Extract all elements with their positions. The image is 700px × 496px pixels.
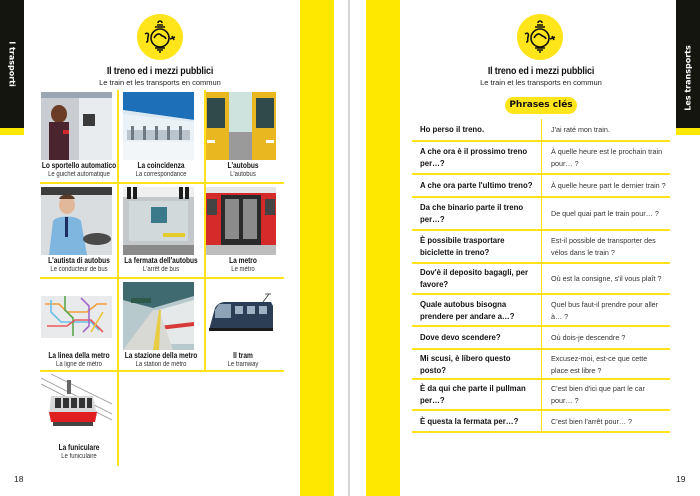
vocab-card bbox=[38, 185, 120, 277]
phrase-italian: A che ora parte l'ultimo treno? bbox=[420, 181, 533, 190]
section-label-pill: Phrases clés bbox=[505, 97, 577, 114]
metro-train-image bbox=[205, 187, 276, 255]
phrase-row bbox=[412, 119, 670, 142]
bus-stop-image bbox=[123, 187, 194, 255]
phrase-italian: Dove devo scendere? bbox=[420, 333, 501, 342]
page-subtitle: Le train et les transports en commun bbox=[99, 78, 221, 87]
vocab-italian: La funiculare bbox=[58, 443, 100, 452]
vocab-italian: La fermata dell'autobus bbox=[124, 256, 198, 265]
phrase-french: Est-il possible de transporter des vélos dans le train ? bbox=[541, 231, 670, 262]
grid-divider bbox=[204, 90, 206, 370]
yellow-band-right bbox=[366, 0, 400, 496]
phrase-french: Excusez-moi, est-ce que cette place est libre ? bbox=[541, 350, 670, 378]
vocab-card bbox=[202, 90, 284, 182]
vocab-french: La ligne de métro bbox=[56, 361, 102, 368]
phrase-row bbox=[412, 198, 670, 231]
phrase-french: C'est bien l'arrêt pour… ? bbox=[541, 411, 670, 431]
phrase-italian: Quale autobus bisogna prendere per andare a…? bbox=[420, 299, 515, 321]
yellow-buses-image bbox=[205, 92, 276, 160]
vocab-italian: La metro bbox=[229, 256, 257, 265]
vocab-french: Le guichet automatique bbox=[48, 171, 110, 178]
phrase-french: À quelle heure est le prochain train pour… ? bbox=[541, 142, 670, 173]
vocab-card bbox=[38, 280, 120, 372]
ticket-machine-image bbox=[41, 92, 112, 160]
page-subtitle: Le train et les transports en commun bbox=[480, 78, 602, 87]
phrase-french: Où est la consigne, s'il vous plaît ? bbox=[541, 264, 670, 293]
grid-divider bbox=[40, 277, 284, 279]
side-tab-label: I trasporti bbox=[7, 41, 17, 87]
vocab-french: L'autobus bbox=[230, 171, 256, 178]
phrase-french: Où dois-je descendre ? bbox=[541, 327, 670, 348]
phrase-row bbox=[412, 380, 670, 411]
side-tab-label: Les transports bbox=[683, 45, 693, 111]
vocab-card bbox=[120, 185, 202, 277]
phrase-row bbox=[412, 264, 670, 295]
grid-divider bbox=[40, 182, 284, 184]
phrase-row bbox=[412, 327, 670, 350]
phrases-table bbox=[412, 119, 670, 433]
cable-car-image bbox=[41, 374, 112, 442]
phrase-french: De quel quai part le train pour… ? bbox=[541, 198, 670, 229]
vocab-french: Le funiculaire bbox=[61, 453, 97, 460]
phrase-italian: È da qui che parte il pullman per…? bbox=[420, 384, 526, 405]
globe-travel-logo-icon bbox=[517, 14, 563, 60]
phrase-row bbox=[412, 142, 670, 175]
vocab-italian: La coincidenza bbox=[137, 161, 185, 170]
grid-divider bbox=[40, 370, 284, 372]
metro-map-image bbox=[41, 282, 112, 350]
phrase-italian: Dov'è il deposito bagagli, per favore? bbox=[420, 268, 528, 289]
vocab-card bbox=[202, 185, 284, 277]
vocab-french: La correspondance bbox=[135, 171, 187, 178]
vocab-italian: La linea della metro bbox=[48, 351, 110, 360]
vocab-french: La station de métro bbox=[135, 361, 187, 368]
phrase-french: Quel bus faut-il prendre pour aller à… ? bbox=[541, 295, 670, 325]
grid-divider bbox=[117, 90, 119, 466]
vocab-french: Le métro bbox=[231, 266, 255, 273]
phrase-italian: A che ora è il prossimo treno per…? bbox=[420, 147, 528, 168]
page-title: Il treno ed i mezzi pubblici bbox=[106, 65, 214, 77]
phrase-row bbox=[412, 231, 670, 264]
phrase-row bbox=[412, 175, 670, 198]
book-gutter bbox=[348, 0, 350, 496]
tram-image bbox=[205, 282, 276, 350]
vocab-italian: L'autobus bbox=[227, 161, 259, 170]
vocab-card bbox=[38, 372, 120, 464]
vocab-italian: L'autista di autobus bbox=[48, 256, 110, 265]
side-tab-left bbox=[0, 0, 24, 135]
station-hall-image bbox=[123, 92, 194, 160]
page-number-right: 19 bbox=[676, 474, 686, 484]
page-number-left: 18 bbox=[14, 474, 24, 484]
metro-station-image bbox=[123, 282, 194, 350]
phrase-french: À quelle heure part le dernier train ? bbox=[541, 175, 670, 196]
vocab-french: Le tramway bbox=[227, 361, 259, 368]
phrase-italian: Da che binario parte il treno per…? bbox=[420, 203, 524, 224]
phrase-row bbox=[412, 411, 670, 433]
phrase-italian: È possibile trasportare biciclette in treno? bbox=[420, 236, 505, 257]
vocab-french: Le conducteur de bus bbox=[50, 266, 108, 273]
side-tab-right bbox=[676, 0, 700, 135]
phrase-italian: Ho perso il treno. bbox=[420, 125, 485, 134]
yellow-band-left bbox=[300, 0, 334, 496]
phrase-italian: Mi scusi, è libero questo posto? bbox=[420, 353, 511, 375]
vocab-italian: Lo sportello automatico bbox=[41, 161, 117, 170]
vocab-card bbox=[120, 280, 202, 372]
vocab-french: L'arrêt de bus bbox=[142, 266, 180, 273]
phrase-row bbox=[412, 295, 670, 327]
vocab-italian: Il tram bbox=[233, 351, 253, 360]
vocab-italian: La stazione della metro bbox=[124, 351, 198, 360]
vocab-card bbox=[202, 280, 284, 372]
phrase-italian: È questa la fermata per…? bbox=[420, 416, 519, 426]
phrase-french: J'ai raté mon train. bbox=[541, 119, 670, 140]
vocab-card bbox=[38, 90, 120, 182]
phrase-row bbox=[412, 350, 670, 380]
phrase-french: C'est bien d'ici que part le car pour… ? bbox=[541, 380, 670, 409]
page-title: Il treno ed i mezzi pubblici bbox=[487, 65, 595, 77]
vocab-card bbox=[120, 90, 202, 182]
globe-travel-logo-icon bbox=[137, 14, 183, 60]
bus-driver-image bbox=[41, 187, 112, 255]
